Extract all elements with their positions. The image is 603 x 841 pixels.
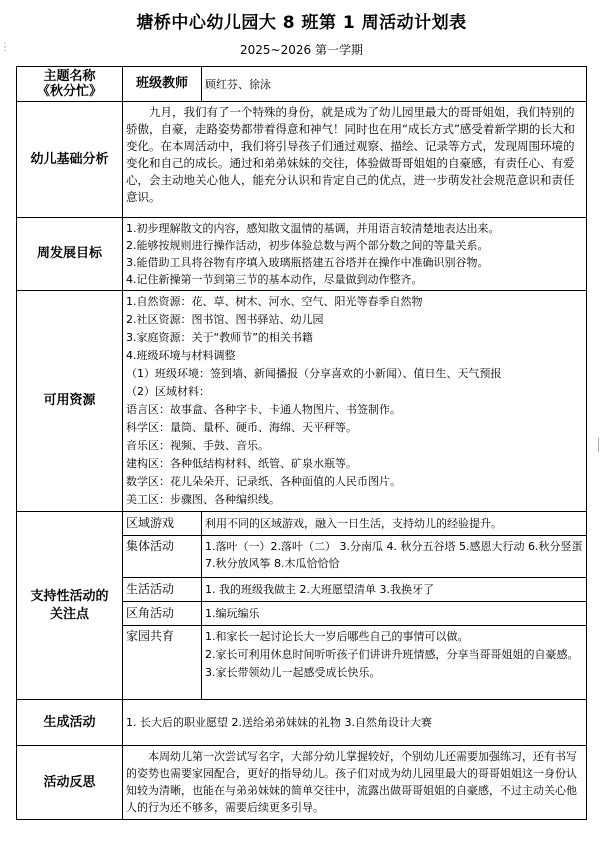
reflection-text: 本周幼儿第一次尝试写名字，大部分幼儿掌握较好，个别幼儿还需要加强练习，还有书写的姿势也需要家园配合，更好的指导幼儿。孩子们对成为幼儿园里最大的哥哥姐姐这一身份认知较为清晰，也能在与弟弟妹妹的简单交往中，流露出做哥哥姐姐的自豪感，不过主动关心他人的行为还不够多，需要后续更多引导。 bbox=[123, 746, 587, 820]
goal-item: 1.初步理解散文的内容，感知散文温情的基调，并用语言较清楚地表达出来。 bbox=[126, 222, 500, 235]
teacher-label: 班级教师 bbox=[123, 67, 202, 102]
goal-item: 3.能借助工具将谷物有序填入玻璃瓶搭建五谷塔并在操作中准确识别谷物。 bbox=[126, 256, 489, 269]
teacher-value: 顾红芬、徐泳 bbox=[202, 67, 587, 102]
generated-text: 1. 长大后的职业愿望 2.送给弟弟妹妹的礼物 3.自然角设计大赛 bbox=[123, 700, 587, 746]
theme-row bbox=[17, 67, 587, 102]
resource-item: 建构区：各种低结构材料、纸管、矿泉水瓶等。 bbox=[126, 457, 357, 470]
resource-item: 科学区：量筒、量杯、硬币、海绵、天平秤等。 bbox=[126, 421, 357, 434]
analysis-row bbox=[17, 102, 587, 218]
scroll-handle-icon bbox=[598, 438, 603, 452]
goal-item: 4.记住新操第一节到第三节的基本动作，尽量做到动作整齐。 bbox=[126, 273, 423, 286]
goal-item: 2.能够按规则进行操作活动，初步体验总数与两个部分数之间的等量关系。 bbox=[126, 239, 489, 252]
theme-label: 主题名称 bbox=[43, 69, 96, 84]
reflection-label: 活动反思 bbox=[17, 746, 123, 820]
goals-row bbox=[17, 218, 587, 291]
resource-item: 数学区：花儿朵朵开、记录纸、各种面值的人民币图片。 bbox=[126, 475, 401, 488]
resource-item: 音乐区：视频、手鼓、音乐。 bbox=[126, 439, 269, 452]
resource-item: 语言区：故事盒、各种字卡、卡通人物图片、书签制作。 bbox=[126, 403, 401, 416]
home-item: 3.家长带领幼儿一起感受成长快乐。 bbox=[205, 666, 381, 679]
home-item: 2.家长可利用休息时间听听孩子们讲讲升班情感，分享当哥哥姐姐的自豪感。 bbox=[205, 648, 579, 661]
theme-name: 《秋分忙》 bbox=[36, 84, 102, 99]
resource-item: （2）区域材料： bbox=[126, 385, 210, 398]
support-name: 集体活动 bbox=[123, 536, 202, 578]
resources-list bbox=[123, 291, 587, 512]
resources-row bbox=[17, 291, 587, 512]
home-item: 1.和家长一起讨论长大一岁后哪些自己的事情可以做。 bbox=[205, 630, 469, 643]
support-content: 1.编玩编乐 bbox=[202, 602, 587, 626]
resource-item: 4.班级环境与材料调整 bbox=[126, 349, 236, 362]
support-content: 利用不同的区域游戏，融入一日生活，支持幼儿的经验提升。 bbox=[202, 512, 587, 536]
analysis-label: 幼儿基础分析 bbox=[17, 102, 123, 218]
page-title: 塘桥中心幼儿园大 8 班第 1 周活动计划表 bbox=[136, 13, 467, 33]
support-content: 1. 我的班级我做主 2.大班愿望清单 3.我换牙了 bbox=[202, 578, 587, 602]
weekly-plan-table bbox=[16, 66, 587, 820]
theme-cell bbox=[17, 67, 123, 102]
resource-item: 美工区：步骤图、各种编织线。 bbox=[126, 493, 280, 506]
support-name: 区域游戏 bbox=[123, 512, 202, 536]
resource-item: 2.社区资源：图书馆、图书驿站、幼儿园 bbox=[126, 313, 324, 326]
support-content bbox=[202, 626, 587, 700]
generated-label: 生成活动 bbox=[17, 700, 123, 746]
resources-label: 可用资源 bbox=[17, 291, 123, 512]
support-name: 生活活动 bbox=[123, 578, 202, 602]
support-content: 1.落叶（一）2.落叶（二） 3.分南瓜 4. 秋分五谷塔 5.感恩大行动 6.秋分竖蛋 7.秋分放风筝 8.木瓜恰恰恰 bbox=[202, 536, 587, 578]
support-name: 家园共育 bbox=[123, 626, 202, 700]
goals-list bbox=[123, 218, 587, 291]
support-name: 区角活动 bbox=[123, 602, 202, 626]
resource-item: （1）班级环境：签到墙、新闻播报（分享喜欢的小新闻）、值日生、天气预报 bbox=[126, 367, 502, 380]
generated-row bbox=[17, 700, 587, 746]
semester-subtitle: 2025~2026 第一学期 bbox=[240, 43, 363, 57]
resource-item: 1.自然资源：花、草、树木、河水、空气、阳光等春季自然物 bbox=[126, 295, 423, 308]
analysis-text: 九月，我们有了一个特殊的身份，就是成为了幼儿园里最大的哥哥姐姐，我们特别的骄傲，自豪，走路姿势都带着得意和神气！同时也在用“成长方式”感受着新学期的长大和变化。在本周活动中，我们将引导孩子们通过观察、描绘、记录等方式，发现周围环境的变化和自己的成长。通过和弟弟妹妹的交往，体验做哥哥姐姐的自豪感，有责任心、有爱心，会主动地关心他人，能充分认识和肯定自己的优点，进一步萌发社会规范意识和责任意识。 bbox=[123, 102, 587, 218]
goals-label: 周发展目标 bbox=[17, 218, 123, 291]
reflection-row bbox=[17, 746, 587, 820]
edge-marker-icon: ⋮ bbox=[0, 42, 10, 53]
support-row-regional bbox=[17, 512, 587, 536]
resource-item: 3.家庭资源：关于“教师节”的相关书籍 bbox=[126, 331, 313, 344]
support-label: 支持性活动的关注点 bbox=[17, 512, 123, 700]
